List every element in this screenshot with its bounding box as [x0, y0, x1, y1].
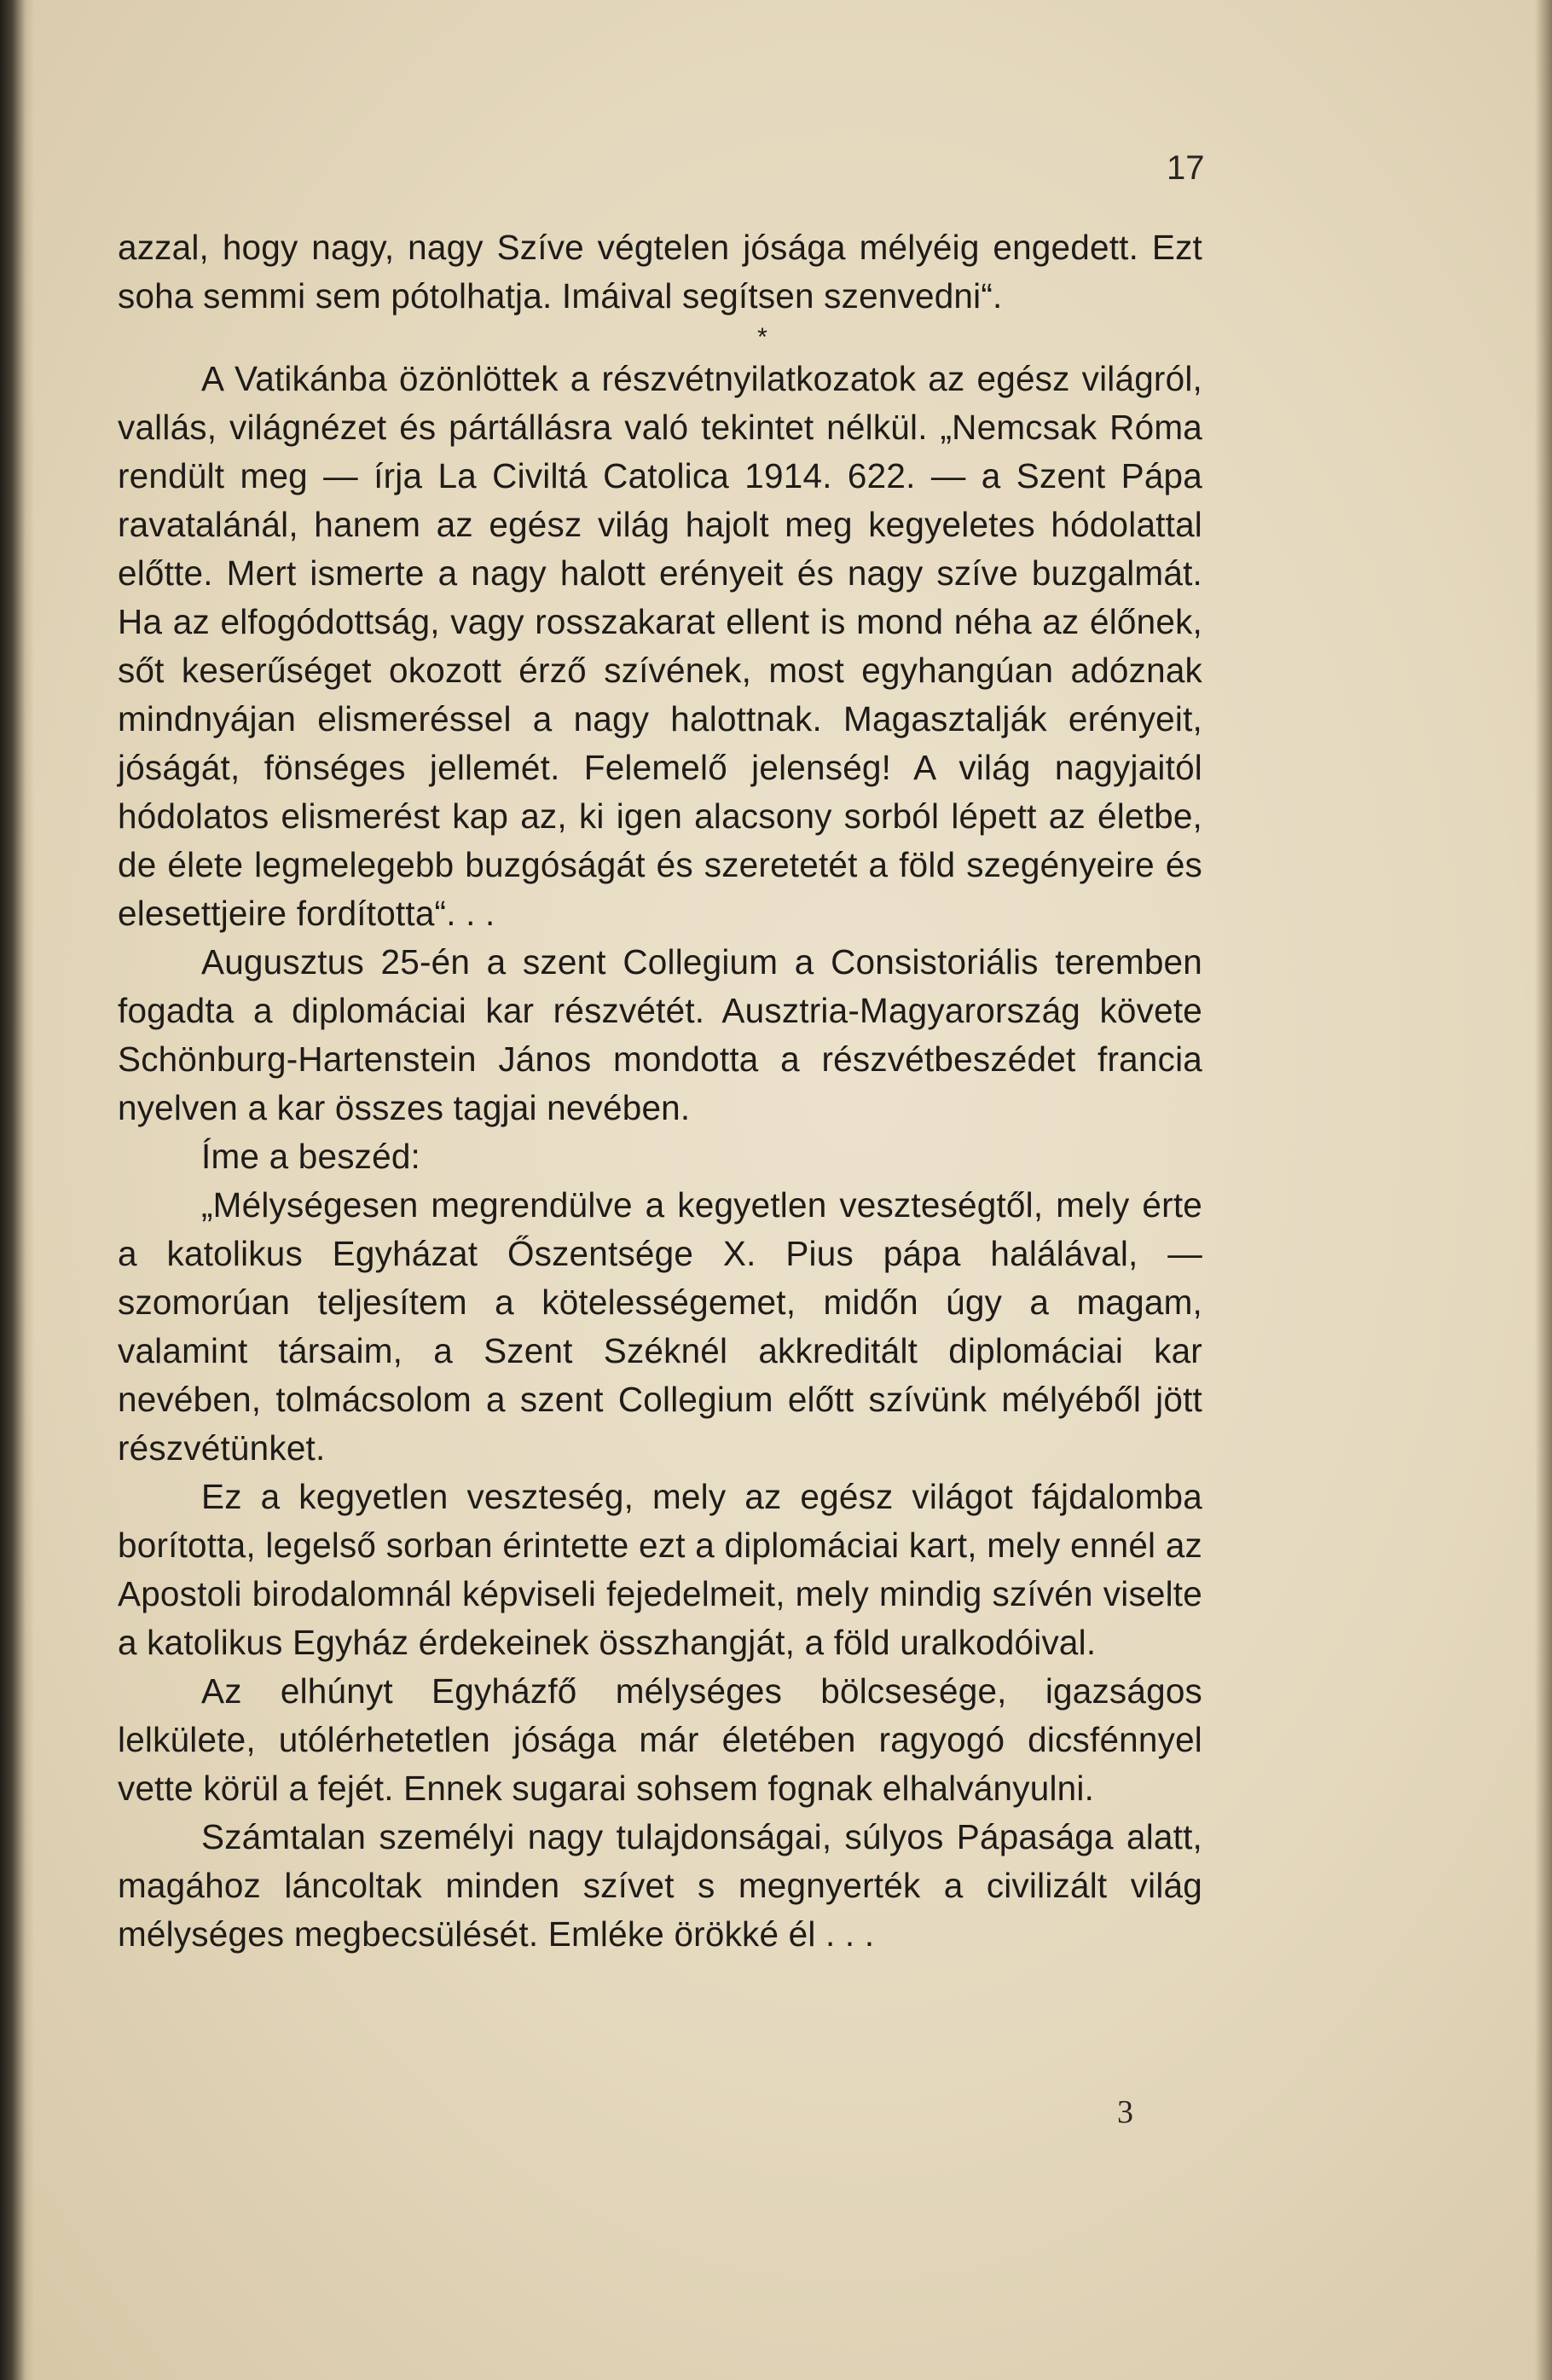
section-separator: * — [757, 323, 767, 351]
paragraph-2: A Vatikánba özönlöttek a részvétnyilatkozatok az egész világról, vallás, világnézet és pártállásra való tekintet nélkül. „Nemcsak Róma rendült meg — írja La Civiltá Catolica 1914. 622. — a Szent Pápa ravatalánál, hanem az egész világ hajolt meg kegyeletes hódolattal előtte. Mert ismerte a nagy halott erényeit és nagy szíve buzgalmát. Ha az elfogódottság, vagy rosszakarat ellent is mond néha az élőnek, sőt keserűséget okozott érző szívének, most egyhangúan adóznak mindnyájan elismeréssel a nagy halottnak. Magasztalják erényeit, jóságát, fönséges jellemét. Felemelő jelenség! A világ nagyjaitól hódolatos elismerést kap az, ki igen alacsony sorból lépett az életbe, de élete legmelegebb buzgóságát és szeretetét a föld szegényeire és elesettjeire fordította“. . . — [118, 359, 1202, 933]
paragraph-1: azzal, hogy nagy, nagy Szíve végtelen jósága mélyéig engedett. Ezt soha semmi sem pótolhatja. Imáival segítsen szenvedni“. — [118, 228, 1202, 316]
paragraph-4: Íme a beszéd: — [201, 1137, 420, 1176]
paragraph-3: Augusztus 25-én a szent Collegium a Consistoriális teremben fogadta a diplomáciai kar részvétét. Ausztria-Magyarország követe Schönburg-Hartenstein János mondotta a részvétbeszédet francia nyelven a kar összes tagjai nevében. — [118, 942, 1202, 1127]
page-number: 17 — [1167, 149, 1205, 187]
signature-mark: 3 — [1117, 2094, 1133, 2130]
paragraph-6: Ez a kegyetlen veszteség, mely az egész világot fájdalomba borította, legelső sorban érintette ezt a diplomáciai kart, mely ennél az Apostoli birodalomnál képviseli fejedelmeit, mely mindig szívén viselte a katolikus Egyház érdekeinek összhangját, a föld uralkodóival. — [118, 1477, 1202, 1662]
page-binding-shadow — [0, 0, 34, 2380]
paragraph-5: „Mélységesen megrendülve a kegyetlen veszteségtől, mely érte a katolikus Egyházat Őszentsége X. Pius pápa halálával, — szomorúan teljesítem a kötelességemet, midőn úgy a magam, valamint társaim, a Szent Széknél akkreditált diplomáciai kar nevében, tolmácsolom a szent Collegium előtt szívünk mélyéből jött részvétünket. — [118, 1185, 1202, 1468]
page-edge-shadow — [1535, 0, 1552, 2380]
paragraph-7: Az elhúnyt Egyházfő mélységes bölcsesége, igazságos lelkülete, utólérhetetlen jósága már életében ragyogó dicsfénnyel vette körül a fejét. Ennek sugarai sohsem fognak elhalványulni. — [118, 1671, 1202, 1808]
paragraph-8: Számtalan személyi nagy tulajdonságai, súlyos Pápasága alatt, magához láncoltak minden szívet s megnyerték a civilizált világ mélységes megbecsülését. Emléke örökké él . . . — [118, 1817, 1202, 1954]
body-text — [118, 223, 1202, 1959]
